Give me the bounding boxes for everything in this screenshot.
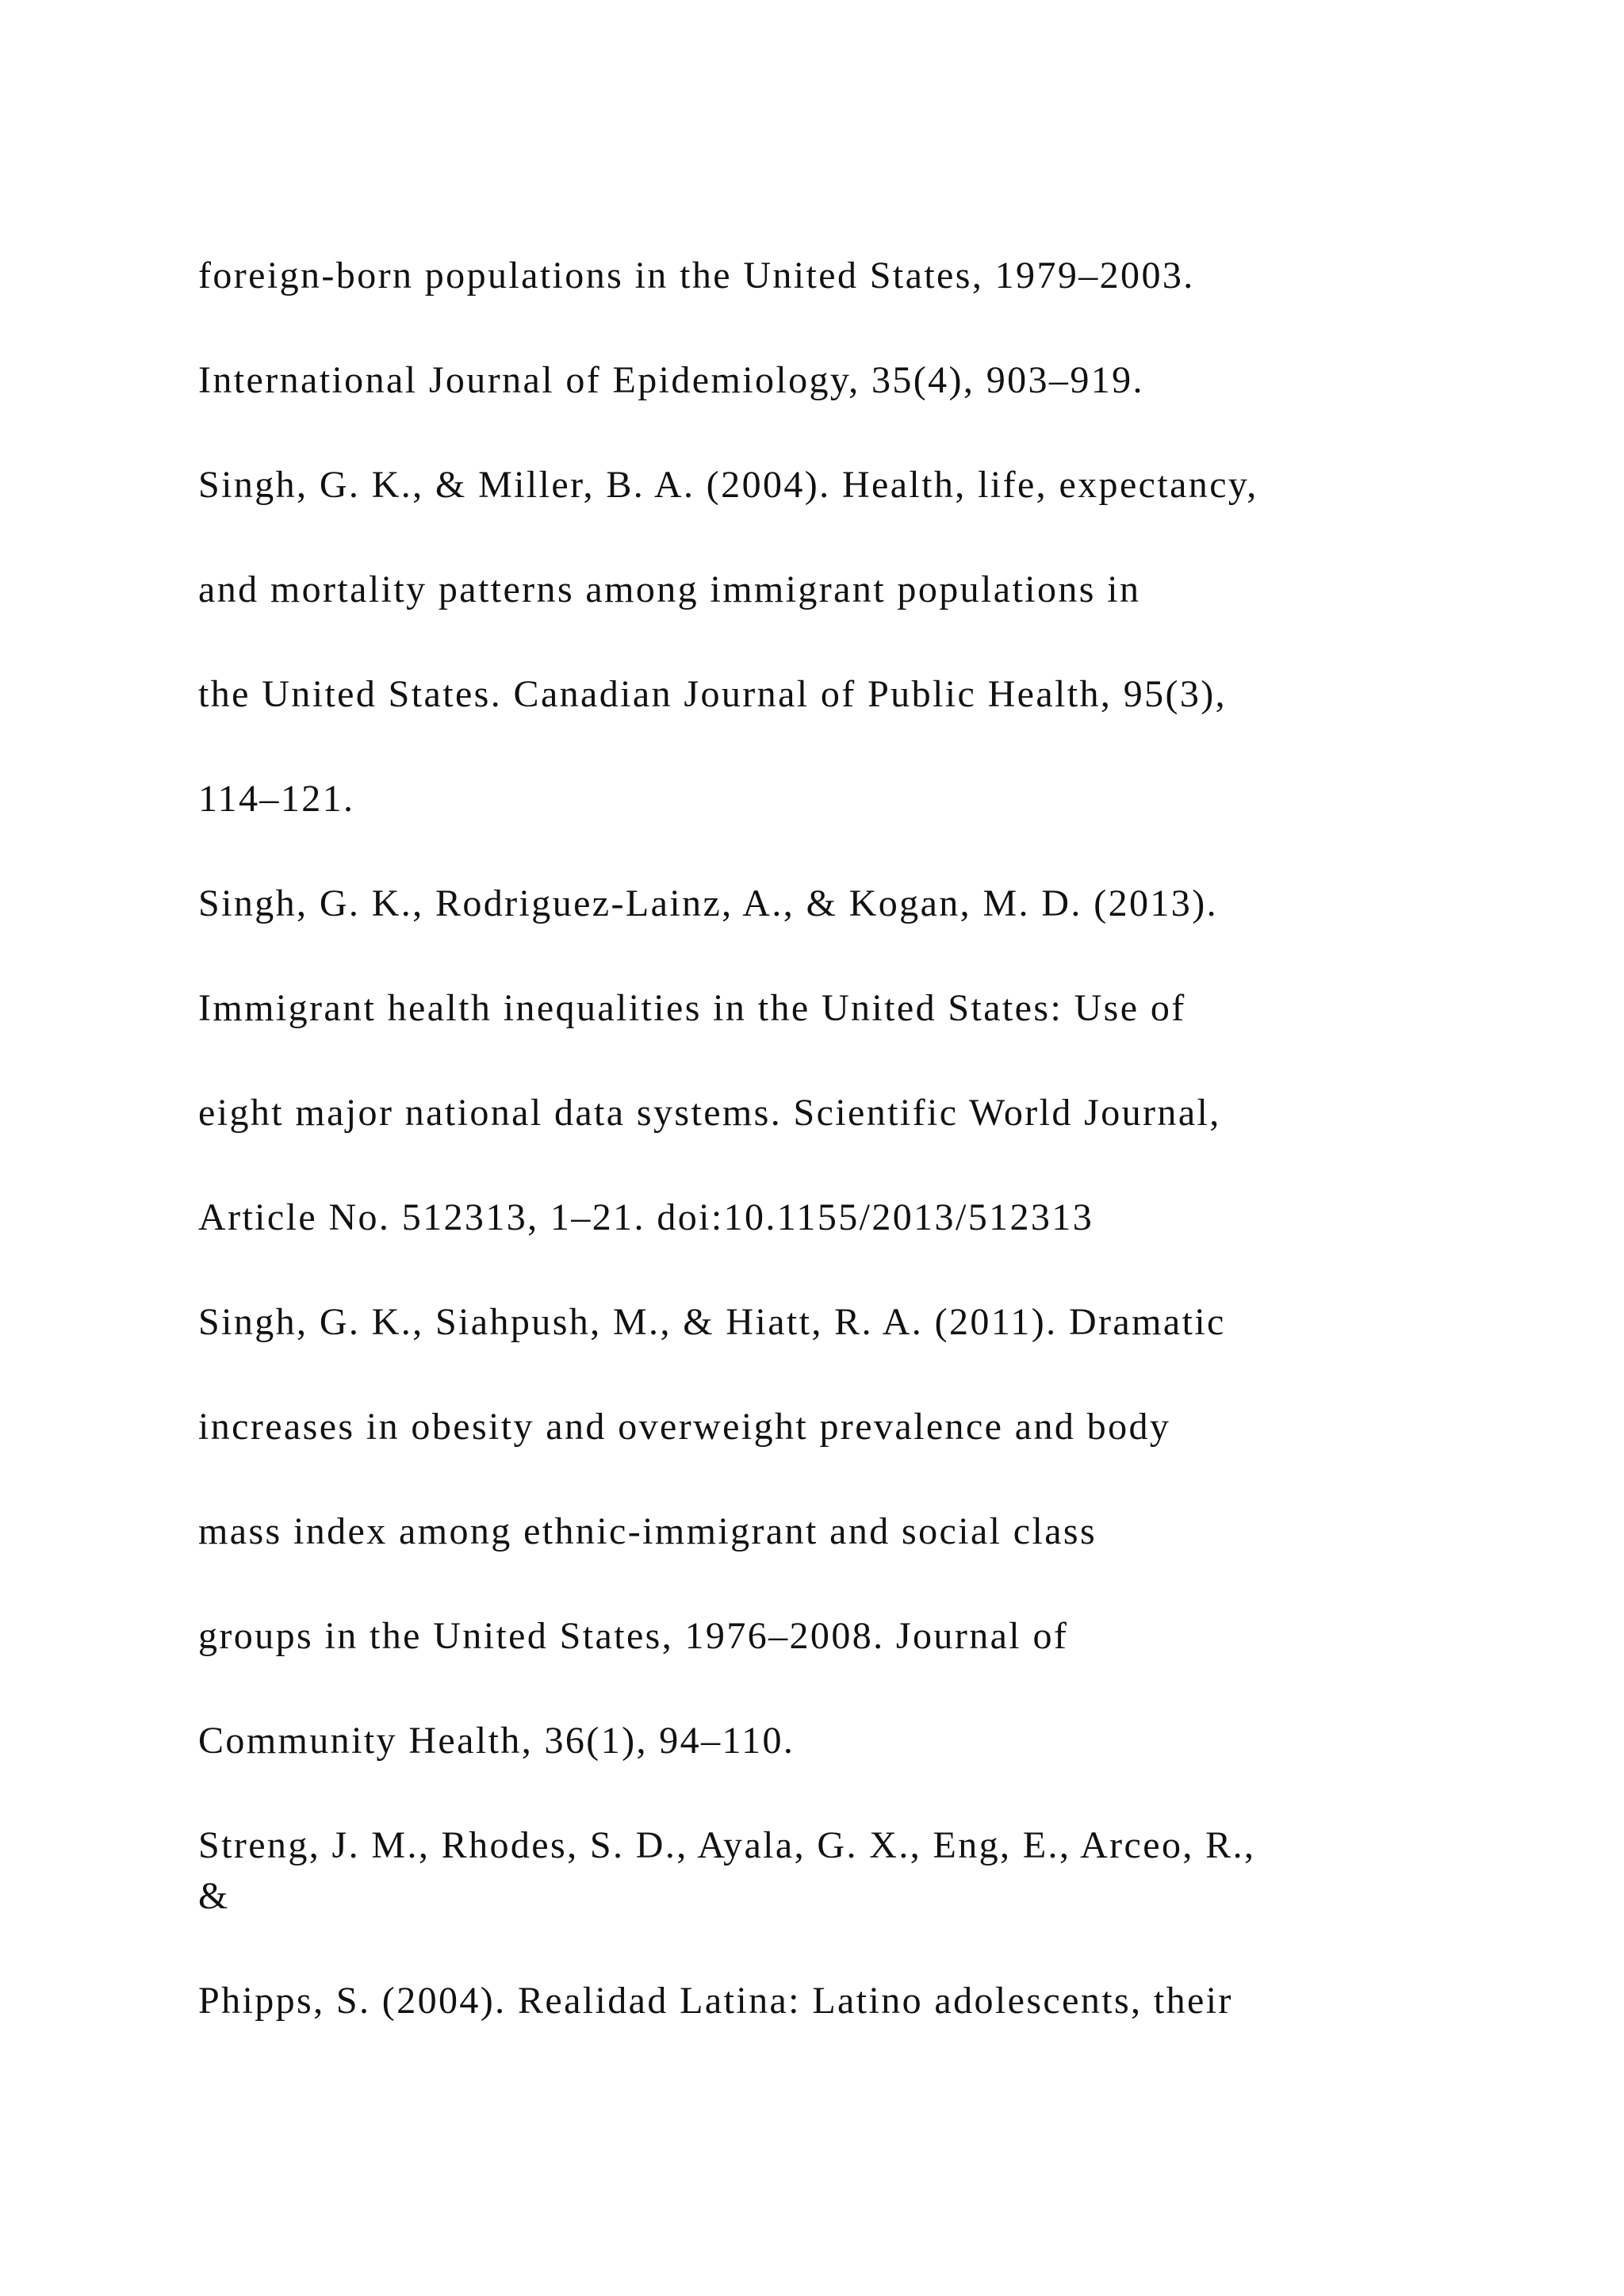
text-line: Community Health, 36(1), 94–110. [198,1720,795,1762]
text-line: 114–121. [198,778,355,820]
text-line: Phipps, S. (2004). Realidad Latina: Latino adolescents, their [198,1980,1233,2022]
text-line: eight major national data systems. Scientific World Journal, [198,1092,1221,1134]
text-line: Singh, G. K., Rodriguez-Lainz, A., & Kogan, M. D. (2013). [198,882,1218,924]
text-line: and mortality patterns among immigrant populations in [198,568,1141,610]
text-line: Immigrant health inequalities in the United States: Use of [198,987,1186,1029]
text-line: the United States. Canadian Journal of Public Health, 95(3), [198,673,1228,715]
text-line: International Journal of Epidemiology, 35(4), 903–919. [198,359,1144,401]
text-line: mass index among ethnic-immigrant and social class [198,1510,1097,1552]
text-line: Article No. 512313, 1–21. doi:10.1155/2013/512313 [198,1196,1094,1238]
text-line: groups in the United States, 1976–2008. Journal of [198,1615,1069,1657]
text-line: Streng, J. M., Rhodes, S. D., Ayala, G. X., Eng, E., Arceo, R., [198,1824,1256,1866]
text-line: Singh, G. K., Siahpush, M., & Hiatt, R. A. (2011). Dramatic [198,1301,1226,1343]
text-line: foreign-born populations in the United States, 1979–2003. [198,254,1195,297]
text-line: Singh, G. K., & Miller, B. A. (2004). Health, life, expectancy, [198,464,1258,506]
text-line: & [198,1875,230,1917]
text-line: increases in obesity and overweight prevalence and body [198,1406,1171,1448]
